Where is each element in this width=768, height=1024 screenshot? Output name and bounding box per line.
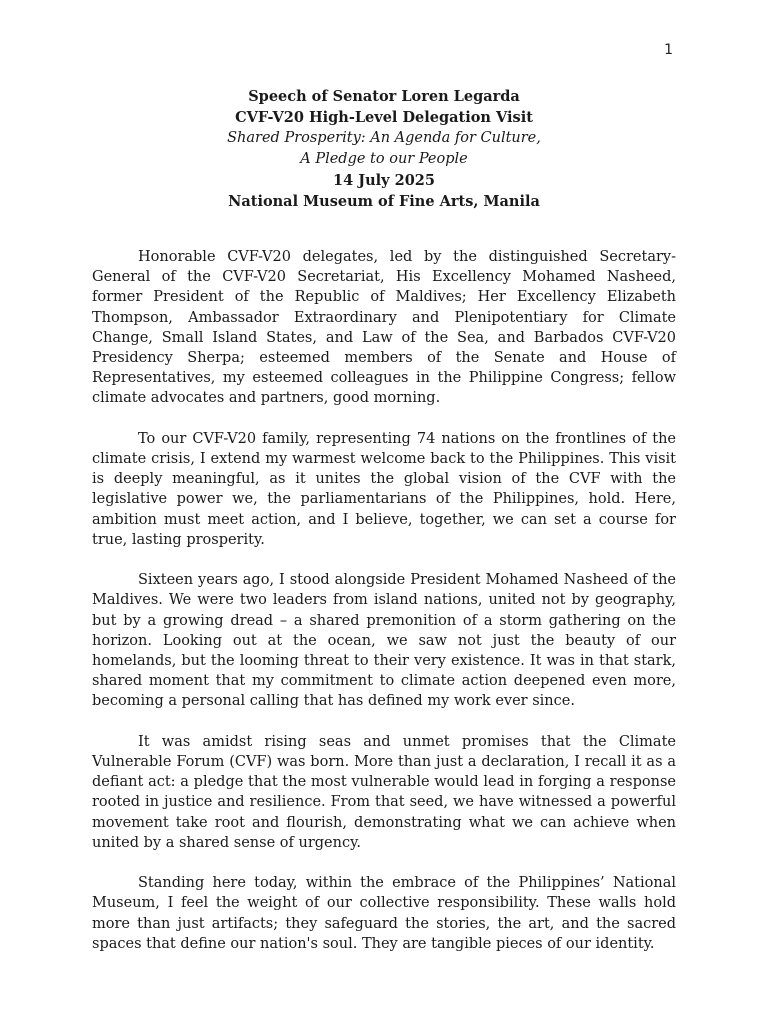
theme-line-2: A Pledge to our People <box>300 151 468 167</box>
paragraph-1: Honorable CVF-V20 delegates, led by the distinguished Secretary-General of the CVF-V20 Secretariat, His Excellency Mohamed Nasheed, former President of the Republic of Maldives; Her Excellency Elizabeth Thompson, Ambassador Extraordinary and Plenipotentiary for Climate Change, Small Island States, and Law of the Sea, and Barbados CVF-V20 Presidency Sherpa; esteemed members of the Senate and House of Representatives, my esteemed colleagues in the Philippine Congress; fellow climate advocates and partners, good morning. <box>92 249 676 407</box>
paragraph-2: To our CVF-V20 family, representing 74 nations on the frontlines of the climate crisis, I extend my warmest welcome back to the Philippines. This visit is deeply meaningful, as it unites the global vision of the CVF with the legislative power we, the parliamentarians of the Philippines, hold. Here, ambition must meet action, and I believe, together, we can set a course for true, lasting prosperity. <box>92 430 676 548</box>
speech-title: Speech of Senator Loren Legarda <box>248 88 520 105</box>
speech-body <box>92 247 676 974</box>
paragraph-4: It was amidst rising seas and unmet promises that the Climate Vulnerable Forum (CVF) was born. More than just a declaration, I recall it as a defiant act: a pledge that the most vulnerable would lead in forging a response rooted in justice and resilience. From that seed, we have witnessed a powerful movement take root and flourish, demonstrating what we can achieve when united by a shared sense of urgency. <box>92 733 676 851</box>
speech-venue: National Museum of Fine Arts, Manila <box>228 193 540 210</box>
speech-date: 14 July 2025 <box>333 172 435 189</box>
paragraph-3: Sixteen years ago, I stood alongside President Mohamed Nasheed of the Maldives. We were two leaders from island nations, united not by geography, but by a growing dread – a shared premonition of a storm gathering on the horizon. Looking out at the ocean, we saw not just the beauty of our homelands, but the looming threat to their very existence. It was in that stark, shared moment that my commitment to climate action deepened even more, becoming a personal calling that has defined my work ever since. <box>92 572 676 710</box>
event-title: CVF-V20 High-Level Delegation Visit <box>235 109 533 126</box>
theme-line-1: Shared Prosperity: An Agenda for Culture, <box>227 130 541 146</box>
speech-header <box>92 86 676 212</box>
paragraph-5: Standing here today, within the embrace of the Philippines’ National Museum, I feel the weight of our collective responsibility. These walls hold more than just artifacts; they safeguard the stories, the art, and the sacred spaces that define our nation's soul. They are tangible pieces of our identity. <box>92 875 676 952</box>
page-number: 1 <box>664 42 673 58</box>
